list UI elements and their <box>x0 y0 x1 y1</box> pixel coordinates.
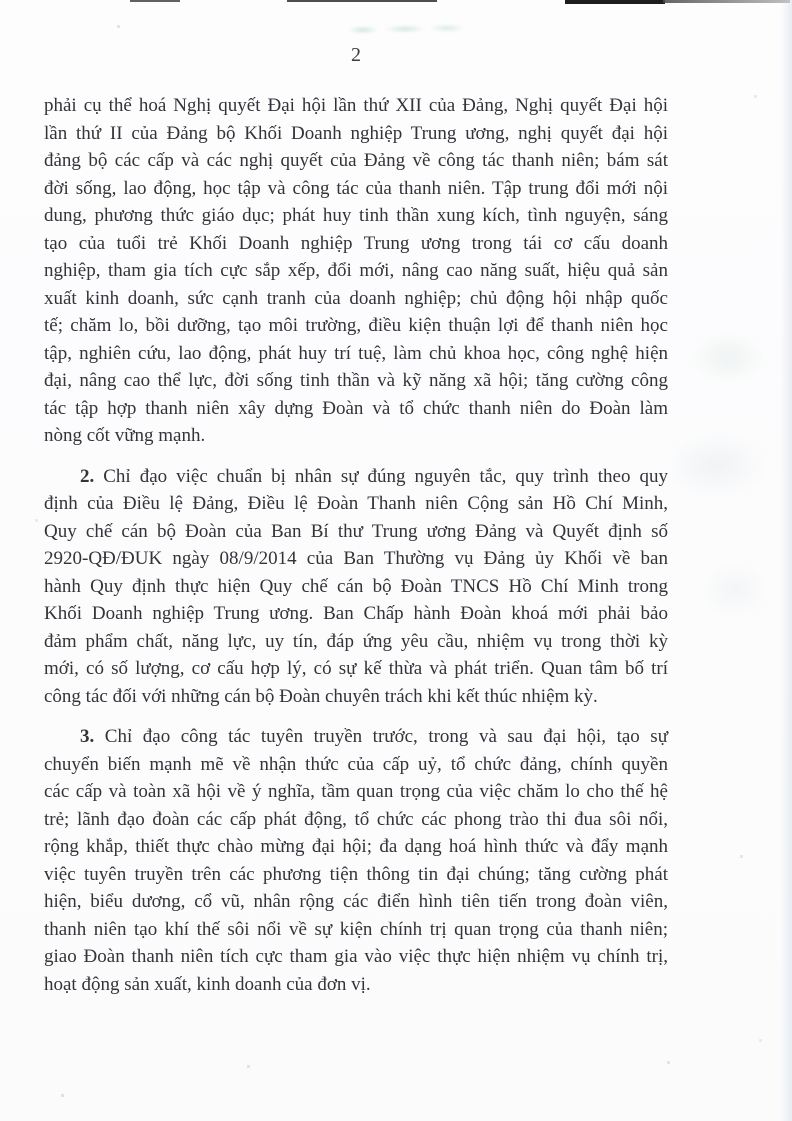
text-line: hiện, biểu dương, cổ vũ, nhân rộng các điển hình tiên tiến trong đoàn viên, <box>44 891 668 912</box>
text-line: tạo của tuổi trẻ Khối Doanh nghiệp Trung ương trong tái cơ cấu doanh <box>44 232 668 254</box>
paragraph-item-2 <box>44 463 668 711</box>
scan-edge-artifact <box>130 0 180 2</box>
text-line: Khối Doanh nghiệp Trung ương. Ban Chấp hành Đoàn khoá mới phải bảo <box>44 603 668 624</box>
scan-speckles <box>0 0 1 1</box>
text-line: hoạt động sản xuất, kinh doanh của đơn vị. <box>44 973 371 995</box>
text-line: mới, có số lượng, cơ cấu hợp lý, có sự kế thừa và phát triển. Quan tâm bố trí <box>44 658 668 679</box>
text-line: xuất kinh doanh, sức cạnh tranh của doanh nghiệp; chủ động hội nhập quốc <box>44 287 668 309</box>
text-line: 2920-QĐ/ĐUK ngày 08/9/2014 của Ban Thường vụ Đảng ủy Khối về ban <box>44 548 668 569</box>
text-line: đảm phẩm chất, năng lực, uy tín, đáp ứng yêu cầu, nhiệm vụ trong thời kỳ <box>44 630 668 652</box>
text-line: chuyển biến mạnh mẽ về nhận thức của cấp uỷ, tổ chức đảng, chính quyền <box>44 753 668 775</box>
text-line: tế; chăm lo, bồi dưỡng, tạo môi trường, điều kiện thuận lợi để thanh niên học <box>44 315 668 336</box>
text-line: đời sống, lao động, học tập và công tác của thanh niên. Tập trung đổi mới nội <box>44 177 668 199</box>
ink-bleed-smudge <box>672 430 772 500</box>
text-line: dung, phương thức giáo dục; phát huy tinh thần xung kích, tình nguyện, sáng <box>44 205 668 226</box>
paragraph-number: 2. <box>80 465 95 487</box>
page-edge-shadow <box>780 0 792 1121</box>
ink-bleed-smudge <box>688 330 768 385</box>
text-line: 3. Chỉ đạo công tác tuyên truyền trước, trong và sau đại hội, tạo sự <box>80 726 668 747</box>
text-block <box>44 42 668 1011</box>
text-line: giao Đoàn thanh niên tích cực tham gia vào việc thực hiện nhiệm vụ chính trị, <box>44 946 668 967</box>
text-line: rộng khắp, thiết thực chào mừng đại hội; đa dạng hoá hình thức và đẩy mạnh <box>44 836 668 857</box>
text-line: 2. Chỉ đạo việc chuẩn bị nhân sự đúng nguyên tắc, quy trình theo quy <box>80 465 668 487</box>
paragraph-continuation <box>44 92 668 450</box>
text-line: lần thứ II của Đảng bộ Khối Doanh nghiệp Trung ương, nghị quyết đại hội <box>44 122 668 144</box>
text-line: trẻ; lãnh đạo đoàn các cấp phát động, tổ chức các phong trào thi đua sôi nổi, <box>44 808 668 830</box>
scan-edge-artifact <box>287 0 437 2</box>
scan-edge-artifact <box>663 0 790 3</box>
ink-bleed-smudge <box>700 560 770 620</box>
paragraph-item-3 <box>44 723 668 998</box>
text-line: các cấp và toàn xã hội về ý nghĩa, tầm quan trọng của việc chăm lo cho thế hệ <box>44 781 668 802</box>
paragraph-number: 3. <box>80 726 95 747</box>
text-line: hành Quy định thực hiện Quy chế cán bộ Đoàn TNCS Hồ Chí Minh trong <box>44 575 668 597</box>
scan-edge-artifact <box>565 0 665 4</box>
text-line: đảng bộ các cấp và các nghị quyết của Đảng về công tác thanh niên; bám sát <box>44 150 668 171</box>
ink-bleed-smudge <box>328 20 468 38</box>
text-line: nghiệp, tham gia tích cực sắp xếp, đổi mới, nâng cao năng suất, hiệu quả sản <box>44 260 668 281</box>
text-line: đại, nâng cao thể lực, đời sống tinh thần và kỹ năng xã hội; tăng cường công <box>44 370 668 391</box>
text-line: việc tuyên truyền trên các phương tiện thông tin đại chúng; tăng cường phát <box>44 863 668 885</box>
text-line: thanh niên tạo khí thế sôi nổi về sự kiện chính trị quan trọng của thanh niên; <box>44 918 668 940</box>
text-line: tác tập hợp thanh niên xây dựng Đoàn và tổ chức thanh niên do Đoàn làm <box>44 397 668 419</box>
text-line: nòng cốt vững mạnh. <box>44 425 206 446</box>
text-line: tập, nghiên cứu, lao động, phát huy trí tuệ, làm chủ khoa học, công nghệ hiện <box>44 342 668 364</box>
text-line: Quy chế cán bộ Đoàn của Ban Bí thư Trung ương Đảng và Quyết định số <box>44 520 668 542</box>
text-line: phải cụ thể hoá Nghị quyết Đại hội lần thứ XII của Đảng, Nghị quyết Đại hội <box>44 95 668 116</box>
page-number: 2 <box>351 44 361 66</box>
text-line: định của Điều lệ Đảng, Điều lệ Đoàn Thanh niên Cộng sản Hồ Chí Minh, <box>44 493 668 514</box>
text-line: công tác đối với những cán bộ Đoàn chuyên trách khi kết thúc nhiệm kỳ. <box>44 685 598 707</box>
